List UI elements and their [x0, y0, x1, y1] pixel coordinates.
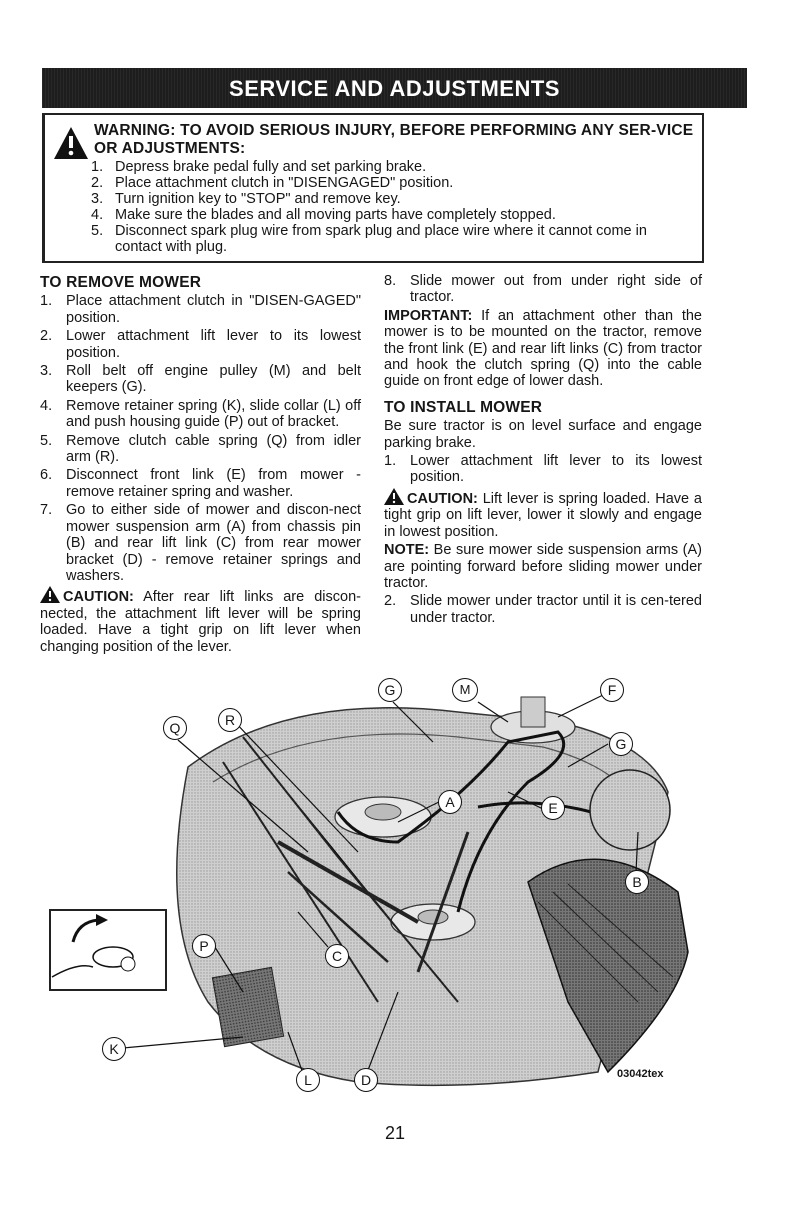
list-item [40, 328, 361, 361]
callout-a: A [438, 790, 462, 814]
step-text: Remove retainer spring (K), slide collar (L) off and push housing guide (P) out of bracket. [66, 397, 361, 431]
step-number: 4. [91, 207, 104, 223]
step-text: Slide mower under tractor until it is cen-tered under tractor. [410, 593, 702, 626]
page-number: 21 [384, 1123, 406, 1143]
caution-triangle-icon [40, 586, 60, 603]
step-number: 3. [91, 191, 104, 207]
step-text: Turn ignition key to "STOP" and remove key. [115, 191, 401, 207]
callout-d: D [354, 1068, 378, 1092]
list-item [40, 433, 361, 466]
step-number: 1. [40, 293, 53, 310]
install-intro: Be sure tractor is on level surface and engage parking brake. [384, 418, 702, 451]
step-text: Place attachment clutch in "DISEN-GAGED" position. [66, 293, 361, 326]
list-item [40, 502, 361, 584]
figure-id: 03042tex [617, 1068, 664, 1080]
step-number: 4. [40, 397, 53, 414]
step-number: 5. [91, 223, 104, 239]
install-step-1 [384, 453, 702, 486]
list-item [91, 207, 697, 223]
step-text: Place attachment clutch in "DISENGAGED" position. [115, 175, 454, 191]
caution-label: CAUTION: [63, 589, 134, 606]
important-note [384, 308, 702, 390]
step-text: Make sure the blades and all moving parts have completely stopped. [115, 207, 556, 223]
list-item [40, 398, 361, 431]
list-item [40, 293, 361, 326]
install-note [384, 542, 702, 591]
remove-step-8 [384, 273, 702, 306]
callout-p: P [192, 934, 216, 958]
callout-l: L [296, 1068, 320, 1092]
step-text: Go to either side of mower and discon-nect mower suspension arm (A) from chassis pin (B) and rear lift link (C) from rear mower bracket (D) - remove retainer springs and washers. [66, 502, 361, 584]
list-item [384, 453, 702, 486]
install-mower-column [384, 273, 702, 628]
remove-steps [40, 293, 361, 584]
step-number: 7. [40, 502, 53, 519]
list-item [91, 175, 697, 191]
step-text: Lower attachment lift lever to its lowest position. [66, 328, 361, 361]
callout-g-1: G [378, 678, 402, 702]
caution-text: Lift lever is spring loaded. Have a tight grip on lift lever, lower it slowly and engage in lowest position. [384, 490, 702, 540]
note-text: Be sure mower side suspension arms (A) are pointing forward before sliding mower under tractor. [384, 542, 702, 591]
step-number: 2. [384, 593, 397, 610]
remove-caution [40, 586, 361, 655]
mower-deck-illustration [38, 672, 750, 1092]
caution-label: CAUTION: [407, 490, 478, 507]
step-number: 8. [384, 273, 397, 289]
list-item [384, 273, 702, 306]
step-number: 2. [91, 175, 104, 191]
list-item [91, 191, 697, 207]
callout-m: M [452, 678, 478, 702]
step-text: Remove clutch cable spring (Q) from idler arm (R). [66, 432, 361, 466]
callout-e: E [541, 796, 565, 820]
section-banner [42, 68, 747, 108]
warning-steps [91, 159, 697, 255]
list-item [40, 363, 361, 396]
callout-g-2: G [609, 732, 633, 756]
list-item [91, 223, 697, 255]
step-number: 1. [384, 453, 397, 470]
step-text: Depress brake pedal fully and set parking brake. [115, 159, 427, 175]
step-text: Disconnect front link (E) from mower - remove retainer spring and washer. [66, 467, 361, 500]
remove-mower-heading: TO REMOVE MOWER [40, 274, 202, 291]
warning-title: WARNING: TO AVOID SERIOUS INJURY, BEFORE PERFORMING ANY SER-VICE OR ADJUSTMENTS: [94, 122, 694, 157]
list-item [384, 593, 702, 626]
important-label: IMPORTANT: [384, 307, 473, 324]
list-item [40, 467, 361, 500]
install-step-2 [384, 593, 702, 626]
warning-triangle-icon [53, 125, 89, 161]
step-text: Roll belt off engine pulley (M) and belt keepers (G). [66, 363, 361, 396]
step-number: 1. [91, 159, 104, 175]
callout-c: C [325, 944, 349, 968]
step-text: Disconnect spark plug wire from spark plug and place wire where it cannot come in contact with plug. [115, 223, 647, 255]
note-label: NOTE: [384, 542, 430, 559]
callout-k: K [102, 1037, 126, 1061]
callout-f: F [600, 678, 624, 702]
install-caution [384, 488, 702, 540]
step-number: 6. [40, 467, 53, 484]
callout-b: B [625, 870, 649, 894]
warning-box [42, 113, 704, 263]
list-item [91, 159, 697, 175]
caution-triangle-icon [384, 488, 404, 505]
banner-title: SERVICE AND ADJUSTMENTS [229, 76, 560, 101]
step-text: Lower attachment lift lever to its lowest position. [410, 453, 702, 486]
step-number: 2. [40, 328, 53, 345]
caution-text: After rear lift links are discon-nected, the attachment lift lever will be spring loaded. Have a tight grip on lift lever when changing position of the lever. [40, 589, 361, 655]
step-number: 5. [40, 432, 53, 449]
important-text: If an attachment other than the mower is to be mounted on the tractor, remove the front link (E) and rear lift links (C) from tractor and hook the clutch spring (Q) into the cable guide on front edge of lower dash. [384, 307, 702, 390]
step-number: 3. [40, 363, 53, 380]
step-text: Slide mower out from under right side of tractor. [410, 273, 702, 306]
callout-q: Q [163, 716, 187, 740]
callout-r: R [218, 708, 242, 732]
remove-mower-column [40, 275, 361, 657]
install-mower-heading: TO INSTALL MOWER [384, 398, 543, 416]
